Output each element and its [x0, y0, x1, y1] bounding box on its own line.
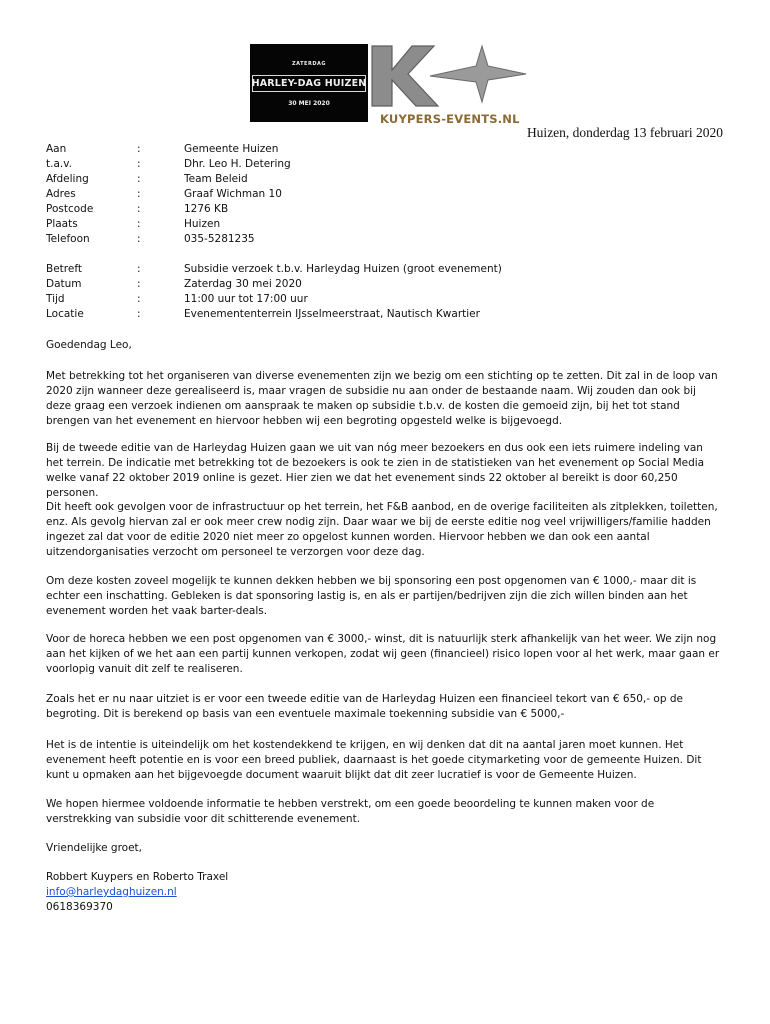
field-value: Dhr. Leo H. Detering [184, 158, 291, 170]
field-colon: : [137, 203, 141, 215]
field-value: 11:00 uur tot 17:00 uur [184, 293, 308, 305]
body-paragraph: Zoals het er nu naar uitziet is er voor een tweede editie van de Harleydag Huizen een financieel tekort van € 650,- op de begroting. Dit is berekend op basis van een eventuele maximale toekenning subsidie van € 5000,- [46, 693, 683, 720]
logo-day-text: ZATERDAG [292, 61, 326, 67]
body-paragraph: Bij de tweede editie van de Harleydag Huizen gaan we uit van nóg meer bezoekers en dus ook een iets ruimere indeling van het terrein. De indicatie met betrekking tot de bezoekers is ook te zien in de statistieken van het evenement op Social Media welke vanaf 22 oktober 2019 online is gezet. Hier zien we dat het evenement sinds 22 oktober al bereikt is door 60,250 personen. [46, 442, 705, 499]
kuypers-events-logo [368, 40, 528, 132]
field-label: Afdeling [46, 173, 89, 185]
field-label: Aan [46, 143, 67, 155]
signature-block [46, 870, 722, 915]
field-colon: : [137, 173, 141, 185]
field-value: Team Beleid [184, 173, 248, 185]
field-label: Plaats [46, 218, 78, 230]
field-value: 035-5281235 [184, 233, 255, 245]
field-colon: : [137, 263, 141, 275]
greeting: Goedendag Leo, [46, 339, 132, 351]
field-value: Huizen [184, 218, 221, 230]
field-label: Telefoon [46, 233, 90, 245]
logo-title-frame [252, 75, 366, 92]
field-label: Datum [46, 278, 82, 290]
body-paragraph: Het is de intentie is uiteindelijk om het kostendekkend te krijgen, en wij denken dat dit na aantal jaren moet kunnen. Het evenement heeft potentie en is voor een breed publiek, daarnaast is het goede citymarketing voor de gemeente Huizen. Dit kunt u opmaken aan het bijgevoegde document waaruit blijkt dat dit zeer lucratief is voor de Gemeente Huizen. [46, 739, 702, 781]
body-paragraph: We hopen hiermee voldoende informatie te hebben verstrekt, om een goede beoordeling te kunnen maken voor de verstrekking van subsidie voor dit schitterende evenement. [46, 798, 655, 825]
field-value: Graaf Wichman 10 [184, 188, 282, 200]
field-label: t.a.v. [46, 158, 72, 170]
logo-title-text: HARLEY-DAG HUIZEN [251, 78, 367, 89]
field-colon: : [137, 158, 141, 170]
field-label: Tijd [46, 293, 65, 305]
body-paragraph: Dit heeft ook gevolgen voor de infrastructuur op het terrein, het F&B aanbod, en de overige faciliteiten als zitplekken, toiletten, enz. Als gevolg hiervan zal er ook meer crew nodig zijn. Daar waar we bij de eerste editie nog veel vrijwilligers/familie hadden ingezet zal dat voor de editie 2020 niet meer zo opgelost kunnen worden. Hiervoor hebben we dan ook een aantal uitzendorganisaties verzocht om personeel te verzorgen voor deze dag. [46, 501, 718, 558]
field-colon: : [137, 143, 141, 155]
field-colon: : [137, 188, 141, 200]
letter-date: Huizen, donderdag 13 februari 2020 [526, 125, 723, 140]
field-label: Postcode [46, 203, 94, 215]
field-colon: : [137, 308, 141, 320]
signature-names: Robbert Kuypers en Roberto Traxel [46, 871, 229, 883]
field-label: Adres [46, 188, 76, 200]
harley-dag-logo [250, 44, 368, 122]
field-label: Locatie [46, 308, 84, 320]
closing-salutation: Vriendelijke groet, [46, 842, 143, 854]
field-value: 1276 KB [184, 203, 229, 215]
field-colon: : [137, 233, 141, 245]
body-paragraph: Om deze kosten zoveel mogelijk te kunnen dekken hebben we bij sponsoring een post opgenomen van € 1000,- maar dit is echter een inschatting. Gebleken is dat sponsoring lastig is, en als er partijen/bedrijven zijn die zich willen binden aan het evenement worden het vaak barter-deals. [46, 575, 697, 617]
field-value: Zaterdag 30 mei 2020 [184, 278, 302, 290]
field-label: Betreft [46, 263, 82, 275]
field-value: Subsidie verzoek t.b.v. Harleydag Huizen (groot evenement) [184, 263, 502, 275]
logo-date-text: 30 MEI 2020 [288, 100, 330, 107]
field-value: Evenemententerrein IJsselmeerstraat, Nautisch Kwartier [184, 308, 480, 320]
field-colon: : [137, 278, 141, 290]
body-paragraph: Met betrekking tot het organiseren van diverse evenementen zijn we bezig om een stichting op te zetten. Dit zal in de loop van 2020 zijn wanneer deze gerealiseerd is, maar vragen de subsidie nu aan onder de bestaande naam. Wij zouden dan ook bij deze graag een verzoek indienen om aanspraak te maken op subsidie t.b.v. de kosten die gemoeid zijn, bij het tot stand brengen van het evenement en hiervoor hebben wij een begroting opgesteld welke is bijgevoegd. [46, 370, 718, 427]
body-paragraph: Voor de horeca hebben we een post opgenomen van € 3000,- winst, dit is natuurlijk sterk afhankelijk van het weer. We zijn nog aan het kijken of we het aan een partij kunnen verkopen, zodat wij geen (financieel) risico lopen voor al het werk, maar gaan er voorlopig vanuit dit zelf te realiseren. [46, 633, 720, 675]
kuypers-k-mark-icon [368, 40, 528, 114]
field-colon: : [137, 218, 141, 230]
email-link[interactable]: info@harleydaghuizen.nl [46, 886, 177, 898]
signature-phone: 0618369370 [46, 901, 113, 913]
field-value: Gemeente Huizen [184, 143, 279, 155]
field-colon: : [137, 293, 141, 305]
kuypers-events-text: KUYPERS-EVENTS.NL [380, 112, 520, 126]
